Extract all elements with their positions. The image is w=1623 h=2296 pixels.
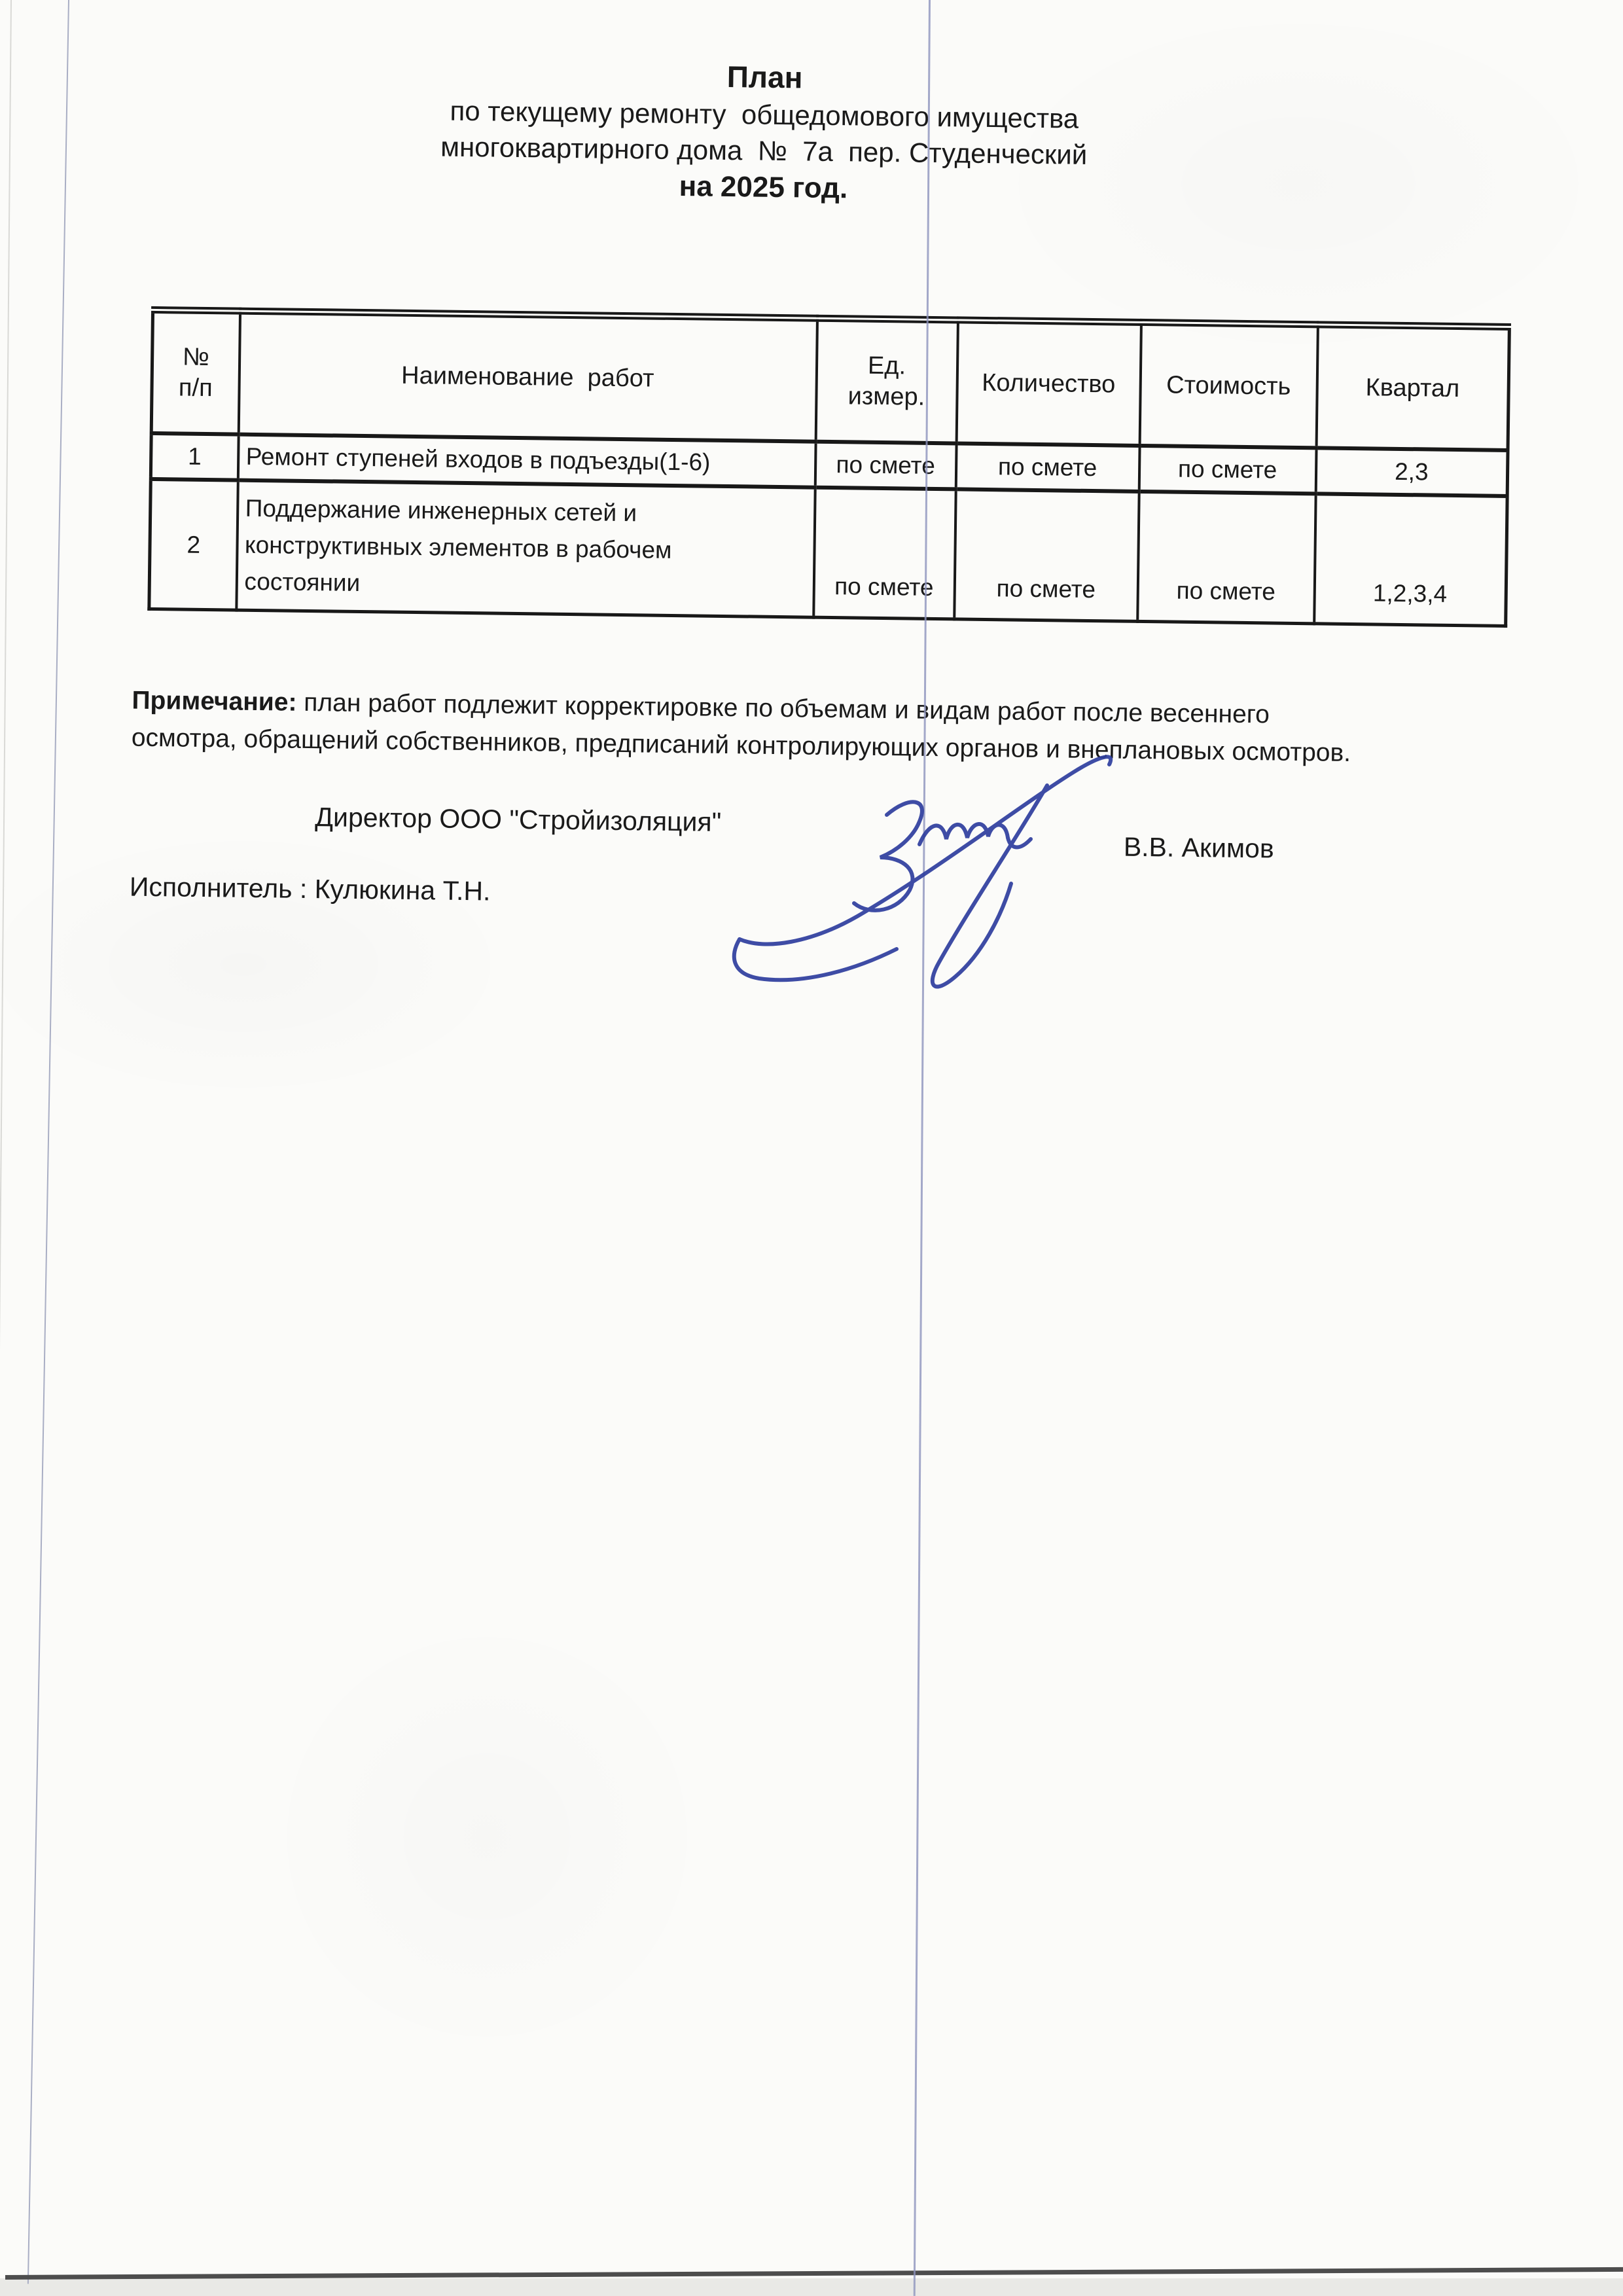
cell-unit: по смете: [813, 488, 955, 619]
works-plan-table: [147, 306, 1511, 628]
handwritten-signature-icon: [707, 733, 1165, 1021]
header-cell-name: Наименование работ: [238, 311, 817, 442]
cell-unit: по смете: [815, 442, 956, 490]
cell-row-number: 1: [151, 433, 238, 480]
note-line-2: осмотра, обращений собственников, предписаний контролирующих органов и внеплановых осмотров.: [131, 723, 1351, 768]
title-line-2: по текущему ремонту общедомового имущества: [450, 95, 1079, 134]
executor-line: Исполнитель : Кулюкина Т.Н.: [129, 871, 491, 906]
cell-quantity: по смете: [955, 443, 1139, 492]
director-name: В.В. Акимов: [1123, 831, 1274, 864]
header-cell-quarter: Квартал: [1316, 325, 1509, 450]
header-cell-cost: Стоимость: [1139, 322, 1317, 448]
page-title: [220, 50, 1308, 213]
scan-bottom-band: [0, 2278, 1623, 2296]
note-label: Примечание:: [132, 686, 297, 717]
title-line-1: План: [726, 59, 803, 95]
table-header-row: [151, 310, 1509, 450]
title-line-3: многоквартирного дома № 7а пер. Студенческий: [440, 131, 1088, 170]
cell-work-name: Ремонт ступеней входов в подъезды(1-6): [238, 435, 815, 488]
cell-cost: по смете: [1137, 492, 1315, 624]
cell-row-number: 2: [149, 479, 238, 610]
cell-cost: по смете: [1139, 446, 1316, 493]
cell-quarter: 1,2,3,4: [1314, 493, 1507, 626]
header-cell-qty: Количество: [956, 320, 1141, 446]
cell-quarter: 2,3: [1315, 448, 1508, 496]
header-cell-unit: Ед. измер.: [815, 318, 957, 443]
note-text-1: план работ подлежит корректировке по объемам и видам работ после весеннего: [296, 688, 1270, 729]
director-label: Директор ООО "Стройизоляция": [315, 802, 722, 837]
table-row: [149, 479, 1507, 626]
cell-quantity: по смете: [954, 489, 1139, 621]
header-cell-num: № п/п: [151, 310, 240, 434]
title-line-4: на 2025 год.: [679, 170, 848, 205]
cell-work-name: Поддержание инженерных сетей и конструктивных элементов в рабочем состоянии: [236, 480, 815, 618]
